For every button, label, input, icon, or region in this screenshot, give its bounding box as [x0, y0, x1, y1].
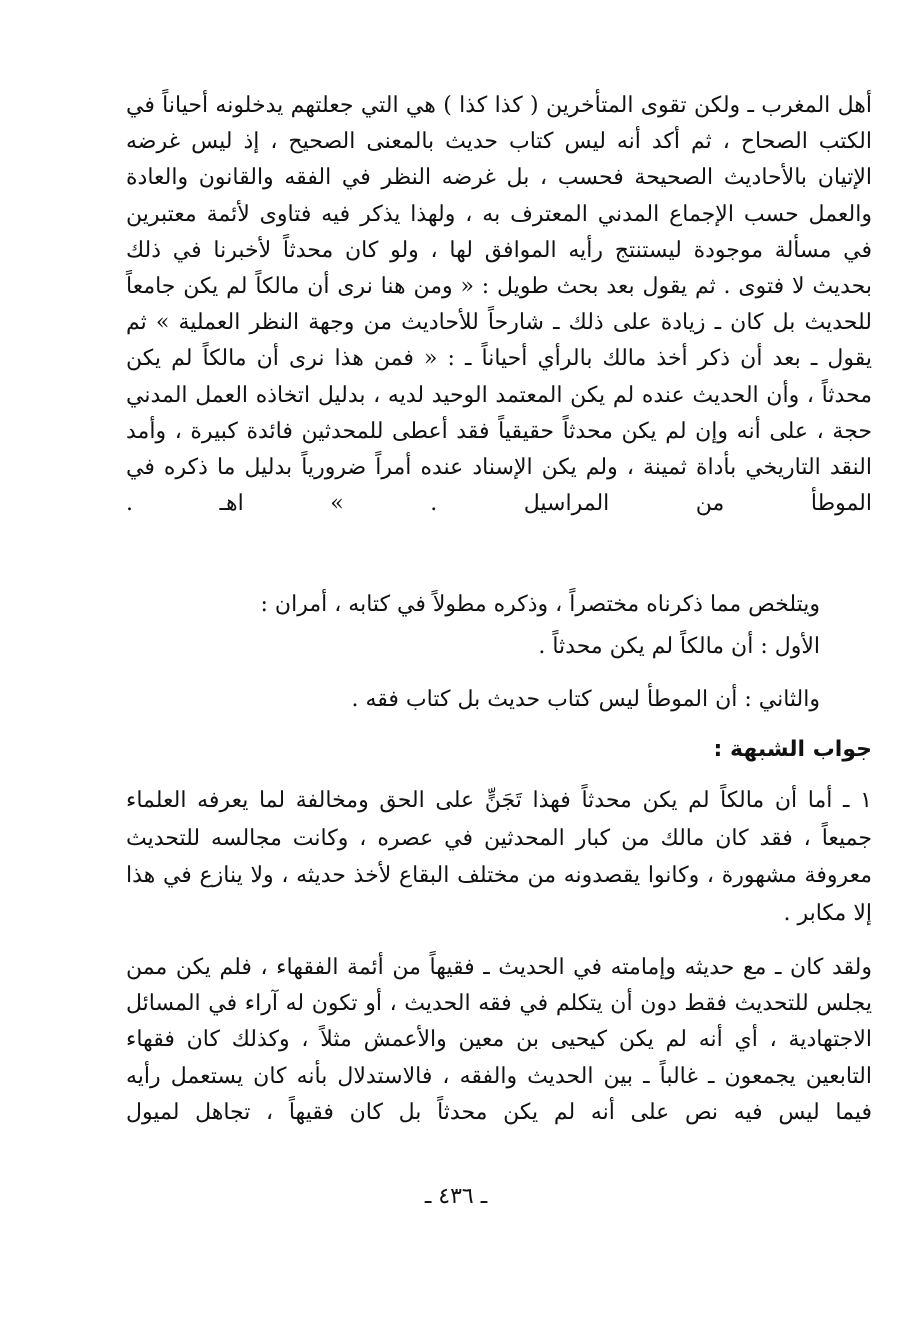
summary-line: ويتلخص مما ذكرناه مختصراً ، وذكره مطولاً في كتابه ، أمران :: [260, 592, 820, 617]
point-two: والثاني : أن الموطأ ليس كتاب حديث بل كتاب فقه .: [351, 687, 820, 712]
main-paragraph: أهل المغرب ـ ولكن تقوى المتأخرين ( كذا كذا ) هي التي جعلتهم يدخلونه أحياناً في الكتب الصحاح ، ثم أكد أنه ليس كتاب حديث بالمعنى الصحيح ، إذ ليس غرضه الإتيان بالأحاديث الصحيحة فحسب ، بل غرضه النظر في الفقه والقانون والعادة والعمل حسب الإجماع المدني المعترف به ، ولهذا يذكر فيه فتاوى لأئمة معتبرين في مسألة موجودة ليستنتج رأيه الموافق لها ، ولو كان محدثاً لأخبرنا في ذلك بحديث لا فتوى . ثم يقول بعد بحث طويل : « ومن هنا نرى أن مالكاً لم يكن جامعاً للحديث بل كان ـ زيادة على ذلك ـ شارحاً للأحاديث من وجهة النظر العملية » ثم يقول ـ بعد أن ذكر أخذ مالك بالرأي أحياناً ـ : « فمن هذا نرى أن مالكاً لم يكن محدثاً ، وأن الحديث عنده لم يكن المعتمد الوحيد لديه ، بدليل اتخاذه العمل المدني حجة ، على أنه وإن لم يكن محدثاً حقيقياً فقد أعطى للمحدثين فائدة كبيرة ، وأمد النقد التاريخي بأداة ثمينة ، ولم يكن الإسناد عنده أمراً ضرورياً بدليل ما ذكره في الموطأ من المراسيل . » اهـ .: [126, 93, 872, 517]
answer-paragraph-1: ١ ـ أما أن مالكاً لم يكن محدثاً فهذا تَجَنٍّ على الحق ومخالفة لما يعرفه العلماء جميعاً ، فقد كان مالك من كبار المحدثين في عصره ، وكانت مجالسه للتحديث معروفة مشهورة ، وكانوا يقصدونه من مختلف البقاع لأخذ حديثه ، ولا ينازع في هذا إلا مكابر .: [126, 788, 872, 926]
page-number: ـ ٤٣٦ ـ: [424, 1184, 488, 1209]
answer-paragraph-2: ولقد كان ـ مع حديثه وإمامته في الحديث ـ فقيهاً من أئمة الفقهاء ، فلم يكن ممن يجلس للتحديث فقط دون أن يتكلم في فقه الحديث ، أو تكون له آراء في المسائل الاجتهادية ، أي أنه لم يكن كيحيى بن معين والأعمش مثلاً ، وكذلك كان فقهاء التابعين يجمعون ـ غالباً ـ بين الحديث والفقه ، فالاستدلال بأنه كان يستعمل رأيه فيما ليس فيه نص على أنه لم يكن محدثاً بل كان فقيهاً ، تجاهل لميول: [126, 955, 872, 1125]
section-heading: جواب الشبهة :: [713, 737, 872, 762]
point-one: الأول : أن مالكاً لم يكن محدثاً .: [538, 634, 820, 659]
